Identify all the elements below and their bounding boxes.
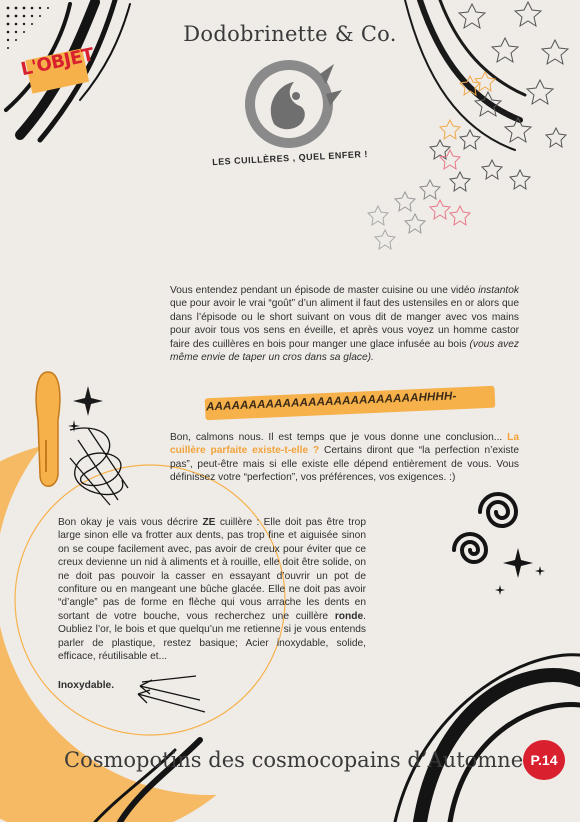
corner-badge-text: L'OBJET	[19, 44, 96, 81]
paragraph-final-word: Inoxydable.	[58, 680, 115, 691]
scream-banner-text: AAAAAAAAAAAAAAAAAAAAAAAAAHHHH-	[205, 390, 457, 414]
stars-orange	[440, 72, 495, 139]
swirl-motif	[454, 494, 516, 562]
p1-text-b: instantok	[478, 285, 519, 296]
stars-pink	[430, 150, 470, 225]
logo-caption: LES CUILLÈRES , QUEL ENFER !	[211, 148, 369, 168]
p1-text-d: (vous avez même envie de taper un cros dans sa glace).	[170, 338, 519, 364]
page-number-badge: P.14	[523, 740, 565, 780]
logo-emblem	[234, 54, 344, 154]
paragraph-description	[58, 516, 366, 663]
brush-swoosh-bottom-right	[395, 655, 580, 822]
paragraph-intro	[170, 284, 519, 364]
sparkle-right-icon	[495, 548, 545, 595]
p2-text-a: Bon, calmons nous. Il est temps que je vous donne une conclusion...	[170, 432, 508, 443]
spoon-sketch	[36, 372, 60, 486]
paragraph-conclusion	[170, 431, 519, 485]
p1-text-c: que pour avoir le vrai “goût” d’un aliment il faut des ustensiles en or alors que dans l’épisode ou le short suivant on vous dit de manger avec vos mains pour avoir tous vos sens en éveille, et après vous voyez un homme castor faire des cuillères en bois pour manger une glace infusée au bois	[170, 298, 519, 350]
p3-text-b: ZE	[202, 517, 216, 528]
p2-text-c: Certains diront que “la perfection n’existe pas”, peut-être mais si elle existe elle dépend entièrement de vous. Vous définissez votre “perfection”, vos préférences, vos exigences. :)	[170, 445, 519, 484]
p2-question: La cuillère parfaite existe-t-elle ?	[170, 432, 519, 457]
footer-title: Cosmopotins des cosmocopains d’Automne	[64, 748, 524, 772]
p3-text-a: Bon okay je vais vous décrire	[58, 517, 203, 528]
p3-text-c: cuillère : Elle doit pas être trop large sinon elle va frotter aux dents, pas trop fine et aiguisée sinon on se coupe facilement avec, pas avoir de creux pour éviter que ce creux devienne un nid à aliments et à rouille, elle doit être solide, on ne doit pas pouvoir la casser en essayant d’ouvrir un pot de confiture ou en mangeant une bûche glacée. Elle ne doit pas avoir “d’angle” pas de forme en flèche qui vous arrache les dents en sortant de votre bouche, vous recherchez une cuillère	[58, 517, 366, 622]
p1-text-a: Vous entendez pendant un épisode de master cuisine ou une vidéo	[170, 285, 479, 296]
p3-text-e: . Oubliez l’or, le bois et que quelqu’un me retienne si je vous entends parler de plastique, restez basique; Acier inoxydable, solide, efficace, réutilisable et...	[58, 610, 366, 663]
header-title: Dodobrinette & Co.	[183, 22, 397, 46]
p3-text-d: ronde	[334, 610, 364, 622]
